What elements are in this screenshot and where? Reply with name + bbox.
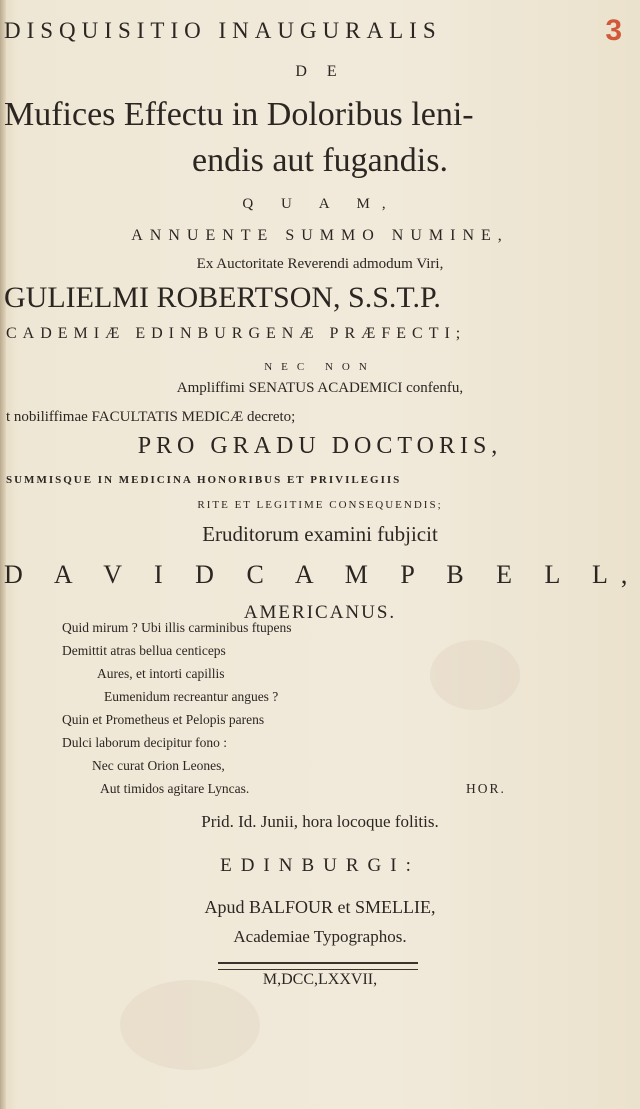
epigraph-line: Aures, et intorti capillis — [97, 666, 225, 681]
paper-stain — [430, 640, 520, 710]
folio-number: 3 — [605, 14, 622, 47]
imprint-rule — [218, 962, 418, 970]
pro-gradu-line: PRO GRADU DOCTORIS, — [137, 433, 503, 459]
eruditorum-line: Eruditorum examini fubjicit — [202, 522, 438, 546]
epigraph-source: HOR. — [466, 781, 506, 796]
date-line: Prid. Id. Junii, hora locoque folitis. — [201, 812, 439, 831]
imprint-printers: Apud BALFOUR et SMELLIE, — [204, 897, 436, 917]
senatus-line: Ampliffimi SENATUS ACADEMICI confenfu, — [176, 380, 464, 396]
honoribus-line: SUMMISQUE IN MEDICINA HONORIBUS ET PRIVILEGIIS — [6, 474, 402, 486]
epigraph-line: Quin et Prometheus et Pelopis parens — [62, 712, 265, 727]
epigraph-line: Eumenidum recreantur angues ? — [104, 689, 279, 704]
epigraph-line: Aut timidos agitare Lyncas. — [100, 781, 250, 796]
annuente-line: ANNUENTE SUMMO NUMINE, — [131, 227, 509, 244]
title-disquisitio: DISQUISITIO INAUGURALIS — [4, 18, 442, 43]
author-origin: AMERICANUS. — [243, 602, 397, 623]
epigraph-line: Demittit atras bellua centiceps — [62, 643, 226, 658]
title-subject-line1: Mufices Effectu in Doloribus leni- — [4, 96, 474, 133]
title-de: D E — [295, 63, 345, 80]
author-name: D A V I D C A M P B E L L, — [4, 560, 640, 589]
academiae-line: CADEMIÆ EDINBURGENÆ PRÆFECTI; — [6, 325, 467, 342]
principal-name: GULIELMI ROBERTSON, S.S.T.P. — [4, 281, 441, 314]
epigraph-line: Quid mirum ? Ubi illis carminibus ftupens — [62, 620, 292, 635]
imprint-year: M,DCC,LXXVII, — [262, 971, 378, 988]
title-subject-line2: endis aut fugandis. — [192, 142, 448, 179]
epigraph-line: Nec curat Orion Leones, — [92, 758, 225, 773]
quam-line: Q U A M, — [242, 196, 398, 212]
imprint-role: Academiae Typographos. — [233, 927, 407, 946]
auctoritate-line: Ex Auctoritate Reverendi admodum Viri, — [196, 256, 444, 272]
epigraph-line: Dulci laborum decipitur fono : — [62, 735, 227, 750]
facultatis-line: t nobiliffimae FACULTATIS MEDICÆ decreto; — [6, 409, 296, 425]
paper-stain — [120, 980, 260, 1070]
imprint-city: EDINBURGI: — [220, 855, 420, 876]
rite-line: RITE ET LEGITIME CONSEQUENDIS; — [197, 499, 443, 511]
nec-non-line: NEC NON — [264, 361, 376, 373]
